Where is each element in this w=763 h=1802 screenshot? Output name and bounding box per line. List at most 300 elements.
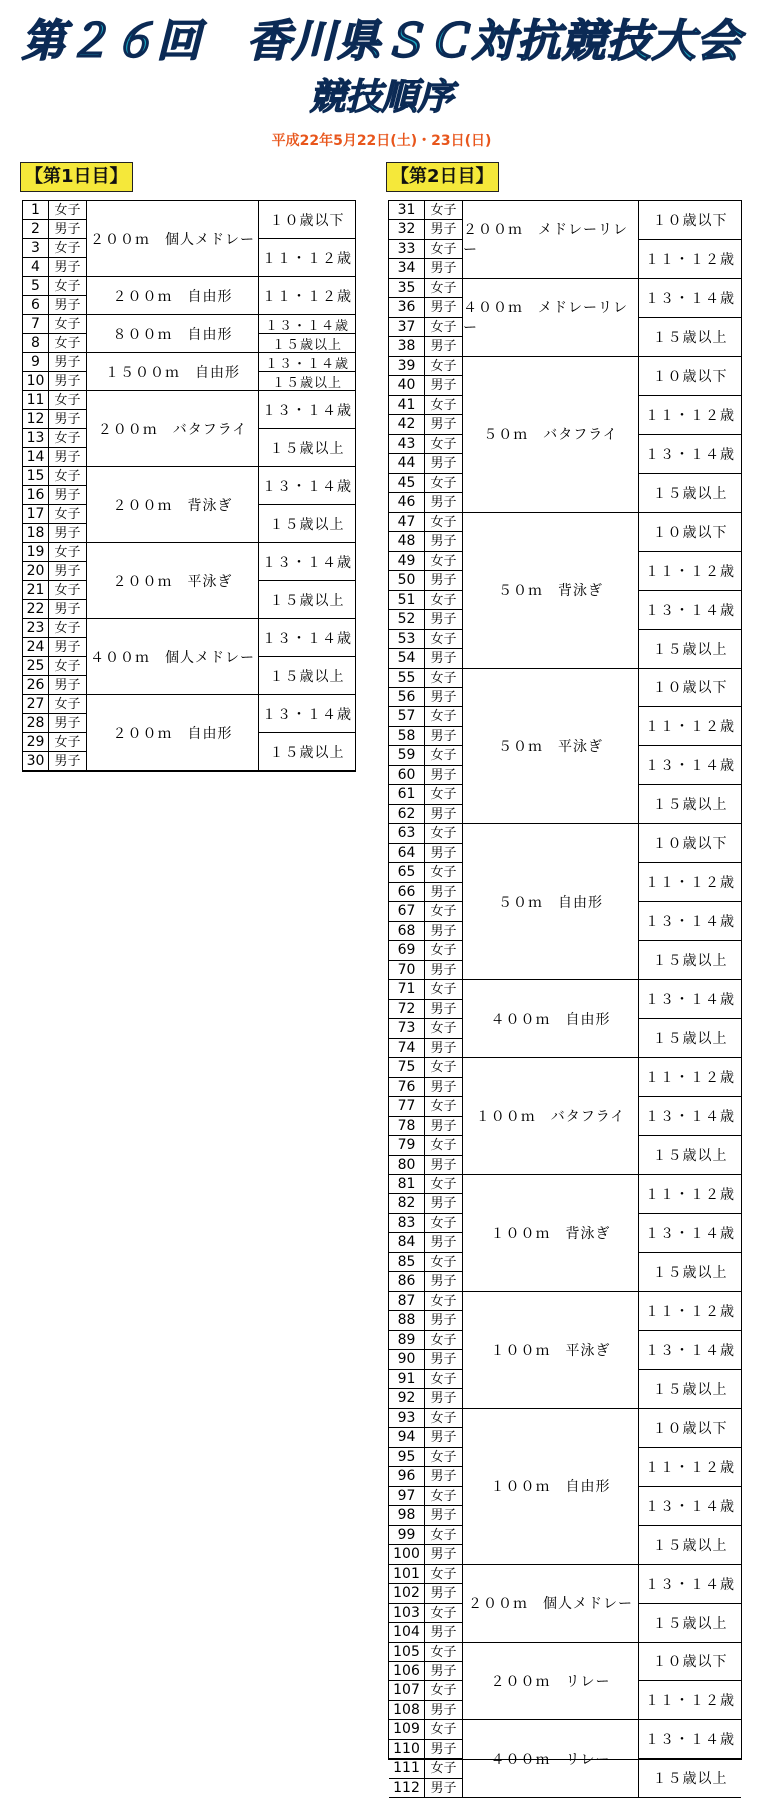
race-number: 34 bbox=[389, 259, 425, 278]
race-number: 50 bbox=[389, 571, 425, 590]
race-number: 109 bbox=[389, 1720, 425, 1739]
race-number: 3 bbox=[23, 239, 49, 258]
race-number: 104 bbox=[389, 1623, 425, 1642]
gender-cell: 女子 bbox=[425, 1370, 463, 1389]
race-number: 7 bbox=[23, 315, 49, 334]
race-number: 27 bbox=[23, 695, 49, 714]
event-name: ４００ｍ リレー bbox=[463, 1720, 639, 1798]
gender-cell: 女子 bbox=[49, 239, 87, 258]
gender-cell: 男子 bbox=[425, 1039, 463, 1058]
gender-cell: 女子 bbox=[425, 1097, 463, 1116]
gender-cell: 女子 bbox=[425, 396, 463, 415]
gender-cell: 女子 bbox=[49, 505, 87, 524]
gender-cell: 女子 bbox=[425, 357, 463, 376]
race-number: 101 bbox=[389, 1565, 425, 1584]
gender-cell: 女子 bbox=[425, 1136, 463, 1155]
race-number: 18 bbox=[23, 524, 49, 543]
gender-cell: 女子 bbox=[425, 1019, 463, 1038]
race-number: 76 bbox=[389, 1078, 425, 1097]
age-group-cell: １０歳以下 bbox=[639, 824, 741, 863]
race-number: 19 bbox=[23, 543, 49, 562]
gender-cell: 男子 bbox=[425, 688, 463, 707]
age-group-cell: １３・１４歳 bbox=[259, 619, 355, 657]
event-name: ２００ｍ リレー bbox=[463, 1643, 639, 1721]
event-name: ５０ｍ バタフライ bbox=[463, 357, 639, 513]
race-number: 58 bbox=[389, 727, 425, 746]
race-number: 95 bbox=[389, 1448, 425, 1467]
gender-cell: 男子 bbox=[49, 258, 87, 277]
event-name: ２００ｍ 背泳ぎ bbox=[87, 467, 259, 543]
page-subtitle: 競技順序 bbox=[309, 77, 454, 118]
gender-cell: 女子 bbox=[49, 581, 87, 600]
race-number: 98 bbox=[389, 1506, 425, 1525]
race-number: 40 bbox=[389, 376, 425, 395]
race-number: 22 bbox=[23, 600, 49, 619]
age-group-cell: １５歳以上 bbox=[259, 334, 355, 353]
event-name: ５０ｍ 自由形 bbox=[463, 824, 639, 980]
age-group-cell: １３・１４歳 bbox=[639, 591, 741, 630]
event-name: ５０ｍ 背泳ぎ bbox=[463, 513, 639, 669]
gender-cell: 女子 bbox=[425, 746, 463, 765]
race-number: 6 bbox=[23, 296, 49, 315]
gender-cell: 男子 bbox=[425, 1000, 463, 1019]
age-group-cell: １３・１４歳 bbox=[639, 279, 741, 318]
race-number: 24 bbox=[23, 638, 49, 657]
gender-cell: 男子 bbox=[425, 649, 463, 668]
event-name: ２００ｍ 個人メドレー bbox=[87, 201, 259, 277]
age-group-cell: １０歳以下 bbox=[639, 357, 741, 396]
race-number: 94 bbox=[389, 1428, 425, 1447]
race-number: 81 bbox=[389, 1175, 425, 1194]
gender-cell: 女子 bbox=[425, 1331, 463, 1350]
race-number: 70 bbox=[389, 961, 425, 980]
race-number: 82 bbox=[389, 1194, 425, 1213]
gender-cell: 男子 bbox=[425, 415, 463, 434]
race-number: 65 bbox=[389, 863, 425, 882]
event-name: ８００ｍ 自由形 bbox=[87, 315, 259, 353]
gender-cell: 女子 bbox=[49, 619, 87, 638]
age-group-cell: １３・１４歳 bbox=[639, 1214, 741, 1253]
race-number: 8 bbox=[23, 334, 49, 353]
race-number: 14 bbox=[23, 448, 49, 467]
age-group-cell: １５歳以上 bbox=[639, 474, 741, 513]
age-group-cell: １５歳以上 bbox=[639, 1526, 741, 1565]
event-name: １００ｍ 自由形 bbox=[463, 1409, 639, 1565]
gender-cell: 女子 bbox=[425, 1448, 463, 1467]
age-group-cell: １５歳以上 bbox=[639, 318, 741, 357]
age-group-cell: １３・１４歳 bbox=[639, 980, 741, 1019]
race-number: 43 bbox=[389, 435, 425, 454]
gender-cell: 男子 bbox=[425, 1545, 463, 1564]
gender-cell: 男子 bbox=[425, 1311, 463, 1330]
gender-cell: 女子 bbox=[425, 630, 463, 649]
gender-cell: 男子 bbox=[425, 571, 463, 590]
race-number: 83 bbox=[389, 1214, 425, 1233]
age-group-cell: １１・１２歳 bbox=[639, 1175, 741, 1214]
race-number: 33 bbox=[389, 240, 425, 259]
race-number: 25 bbox=[23, 657, 49, 676]
gender-cell: 男子 bbox=[425, 1389, 463, 1408]
race-number: 60 bbox=[389, 766, 425, 785]
age-group-cell: １０歳以下 bbox=[639, 513, 741, 552]
gender-cell: 男子 bbox=[425, 1428, 463, 1447]
gender-cell: 男子 bbox=[49, 220, 87, 239]
gender-cell: 男子 bbox=[425, 1623, 463, 1642]
day1-label: 【第1日目】 bbox=[20, 162, 133, 192]
gender-cell: 女子 bbox=[425, 1720, 463, 1739]
race-number: 10 bbox=[23, 372, 49, 391]
gender-cell: 女子 bbox=[425, 1175, 463, 1194]
gender-cell: 男子 bbox=[425, 454, 463, 473]
race-number: 97 bbox=[389, 1487, 425, 1506]
race-number: 66 bbox=[389, 883, 425, 902]
age-group-cell: １１・１２歳 bbox=[639, 1292, 741, 1331]
gender-cell: 男子 bbox=[49, 638, 87, 657]
race-number: 75 bbox=[389, 1058, 425, 1077]
age-group-cell: １５歳以上 bbox=[639, 1253, 741, 1292]
race-number: 106 bbox=[389, 1662, 425, 1681]
gender-cell: 女子 bbox=[49, 315, 87, 334]
gender-cell: 女子 bbox=[425, 669, 463, 688]
gender-cell: 男子 bbox=[425, 220, 463, 239]
race-number: 51 bbox=[389, 591, 425, 610]
age-group-cell: １５歳以上 bbox=[259, 581, 355, 619]
gender-cell: 男子 bbox=[49, 372, 87, 391]
gender-cell: 女子 bbox=[425, 1526, 463, 1545]
race-number: 93 bbox=[389, 1409, 425, 1428]
gender-cell: 女子 bbox=[425, 863, 463, 882]
gender-cell: 女子 bbox=[49, 334, 87, 353]
gender-cell: 女子 bbox=[425, 1643, 463, 1662]
race-number: 62 bbox=[389, 805, 425, 824]
event-name: ２００ｍ 自由形 bbox=[87, 695, 259, 771]
age-group-cell: １５歳以上 bbox=[639, 1019, 741, 1058]
age-group-cell: １５歳以上 bbox=[639, 941, 741, 980]
gender-cell: 女子 bbox=[425, 1214, 463, 1233]
race-number: 49 bbox=[389, 552, 425, 571]
gender-cell: 男子 bbox=[425, 1506, 463, 1525]
race-number: 17 bbox=[23, 505, 49, 524]
race-number: 9 bbox=[23, 353, 49, 372]
age-group-cell: １１・１２歳 bbox=[259, 239, 355, 277]
gender-cell: 女子 bbox=[425, 980, 463, 999]
age-group-cell: １０歳以下 bbox=[639, 201, 741, 240]
race-number: 111 bbox=[389, 1759, 425, 1778]
race-number: 87 bbox=[389, 1292, 425, 1311]
age-group-cell: １５歳以上 bbox=[639, 1136, 741, 1175]
gender-cell: 女子 bbox=[425, 1487, 463, 1506]
gender-cell: 女子 bbox=[49, 391, 87, 410]
gender-cell: 女子 bbox=[425, 785, 463, 804]
race-number: 45 bbox=[389, 474, 425, 493]
gender-cell: 女子 bbox=[49, 277, 87, 296]
race-number: 78 bbox=[389, 1117, 425, 1136]
age-group-cell: １１・１２歳 bbox=[259, 277, 355, 315]
gender-cell: 男子 bbox=[425, 337, 463, 356]
race-number: 28 bbox=[23, 714, 49, 733]
race-number: 11 bbox=[23, 391, 49, 410]
gender-cell: 男子 bbox=[425, 376, 463, 395]
race-number: 105 bbox=[389, 1643, 425, 1662]
gender-cell: 女子 bbox=[425, 824, 463, 843]
race-number: 16 bbox=[23, 486, 49, 505]
race-number: 54 bbox=[389, 649, 425, 668]
age-group-cell: １５歳以上 bbox=[259, 733, 355, 771]
race-number: 55 bbox=[389, 669, 425, 688]
gender-cell: 男子 bbox=[425, 805, 463, 824]
race-number: 107 bbox=[389, 1681, 425, 1700]
page-title: 第２６回 香川県ＳＣ対抗競技大会 bbox=[21, 16, 742, 67]
gender-cell: 女子 bbox=[49, 467, 87, 486]
event-name: ５０ｍ 平泳ぎ bbox=[463, 669, 639, 825]
race-number: 2 bbox=[23, 220, 49, 239]
race-number: 100 bbox=[389, 1545, 425, 1564]
age-group-cell: １５歳以上 bbox=[259, 372, 355, 391]
race-number: 71 bbox=[389, 980, 425, 999]
race-number: 90 bbox=[389, 1350, 425, 1369]
race-number: 52 bbox=[389, 610, 425, 629]
event-name: ２００ｍ 平泳ぎ bbox=[87, 543, 259, 619]
race-number: 13 bbox=[23, 429, 49, 448]
race-number: 79 bbox=[389, 1136, 425, 1155]
race-number: 99 bbox=[389, 1526, 425, 1545]
event-name: ４００ｍ 自由形 bbox=[463, 980, 639, 1058]
race-number: 37 bbox=[389, 318, 425, 337]
race-number: 42 bbox=[389, 415, 425, 434]
race-number: 36 bbox=[389, 298, 425, 317]
gender-cell: 男子 bbox=[49, 752, 87, 771]
gender-cell: 男子 bbox=[425, 1740, 463, 1759]
age-group-cell: １５歳以上 bbox=[639, 1370, 741, 1409]
gender-cell: 男子 bbox=[425, 1350, 463, 1369]
gender-cell: 男子 bbox=[425, 844, 463, 863]
age-group-cell: １５歳以上 bbox=[639, 1604, 741, 1643]
race-number: 57 bbox=[389, 707, 425, 726]
age-group-cell: １５歳以上 bbox=[639, 630, 741, 669]
age-group-cell: １１・１２歳 bbox=[639, 863, 741, 902]
age-group-cell: １１・１２歳 bbox=[639, 240, 741, 279]
gender-cell: 男子 bbox=[425, 1662, 463, 1681]
race-number: 31 bbox=[389, 201, 425, 220]
age-group-cell: １１・１２歳 bbox=[639, 396, 741, 435]
gender-cell: 女子 bbox=[425, 1565, 463, 1584]
gender-cell: 女子 bbox=[425, 1253, 463, 1272]
race-number: 59 bbox=[389, 746, 425, 765]
age-group-cell: １３・１４歳 bbox=[259, 543, 355, 581]
race-number: 64 bbox=[389, 844, 425, 863]
gender-cell: 男子 bbox=[49, 296, 87, 315]
day2-schedule-table bbox=[388, 200, 742, 1796]
age-group-cell: １０歳以下 bbox=[639, 1409, 741, 1448]
gender-cell: 女子 bbox=[425, 941, 463, 960]
race-number: 102 bbox=[389, 1584, 425, 1603]
age-group-cell: １３・１４歳 bbox=[259, 467, 355, 505]
race-number: 84 bbox=[389, 1233, 425, 1252]
event-name: ４００ｍ メドレーリレー bbox=[463, 279, 639, 357]
race-number: 67 bbox=[389, 902, 425, 921]
race-number: 108 bbox=[389, 1701, 425, 1720]
gender-cell: 男子 bbox=[49, 676, 87, 695]
race-number: 103 bbox=[389, 1604, 425, 1623]
gender-cell: 女子 bbox=[425, 1409, 463, 1428]
age-group-cell: １３・１４歳 bbox=[639, 902, 741, 941]
age-group-cell: １１・１２歳 bbox=[639, 1058, 741, 1097]
race-number: 41 bbox=[389, 396, 425, 415]
race-number: 30 bbox=[23, 752, 49, 771]
gender-cell: 女子 bbox=[425, 435, 463, 454]
race-number: 32 bbox=[389, 220, 425, 239]
race-number: 80 bbox=[389, 1156, 425, 1175]
event-name: １００ｍ 平泳ぎ bbox=[463, 1292, 639, 1409]
race-number: 48 bbox=[389, 532, 425, 551]
gender-cell: 女子 bbox=[425, 1604, 463, 1623]
age-group-cell: １５歳以上 bbox=[259, 505, 355, 543]
gender-cell: 男子 bbox=[49, 714, 87, 733]
gender-cell: 男子 bbox=[425, 1078, 463, 1097]
gender-cell: 男子 bbox=[425, 883, 463, 902]
event-name: ２００ｍ バタフライ bbox=[87, 391, 259, 467]
gender-cell: 女子 bbox=[425, 201, 463, 220]
event-name: １５００ｍ 自由形 bbox=[87, 353, 259, 391]
race-number: 68 bbox=[389, 922, 425, 941]
gender-cell: 女子 bbox=[425, 513, 463, 532]
race-number: 88 bbox=[389, 1311, 425, 1330]
age-group-cell: １１・１２歳 bbox=[639, 1448, 741, 1487]
race-number: 1 bbox=[23, 201, 49, 220]
age-group-cell: １３・１４歳 bbox=[639, 1331, 741, 1370]
race-number: 56 bbox=[389, 688, 425, 707]
event-name: ２００ｍ 個人メドレー bbox=[463, 1565, 639, 1643]
race-number: 91 bbox=[389, 1370, 425, 1389]
gender-cell: 女子 bbox=[49, 429, 87, 448]
age-group-cell: １０歳以下 bbox=[259, 201, 355, 239]
race-number: 96 bbox=[389, 1467, 425, 1486]
age-group-cell: １０歳以下 bbox=[639, 1643, 741, 1682]
gender-cell: 女子 bbox=[425, 552, 463, 571]
gender-cell: 男子 bbox=[49, 448, 87, 467]
race-number: 23 bbox=[23, 619, 49, 638]
race-number: 12 bbox=[23, 410, 49, 429]
gender-cell: 女子 bbox=[49, 733, 87, 752]
gender-cell: 女子 bbox=[425, 474, 463, 493]
gender-cell: 男子 bbox=[425, 1272, 463, 1291]
race-number: 35 bbox=[389, 279, 425, 298]
age-group-cell: １３・１４歳 bbox=[259, 315, 355, 334]
age-group-cell: １３・１４歳 bbox=[259, 695, 355, 733]
gender-cell: 男子 bbox=[425, 259, 463, 278]
gender-cell: 女子 bbox=[49, 657, 87, 676]
gender-cell: 女子 bbox=[425, 707, 463, 726]
day1-schedule-table bbox=[22, 200, 356, 772]
race-number: 21 bbox=[23, 581, 49, 600]
age-group-cell: １３・１４歳 bbox=[639, 1720, 741, 1759]
age-group-cell: １５歳以上 bbox=[259, 429, 355, 467]
age-group-cell: １５歳以上 bbox=[639, 1759, 741, 1798]
gender-cell: 男子 bbox=[425, 1117, 463, 1136]
age-group-cell: １０歳以下 bbox=[639, 669, 741, 708]
race-number: 110 bbox=[389, 1740, 425, 1759]
gender-cell: 男子 bbox=[425, 727, 463, 746]
race-number: 44 bbox=[389, 454, 425, 473]
age-group-cell: １１・１２歳 bbox=[639, 552, 741, 591]
gender-cell: 女子 bbox=[49, 543, 87, 562]
event-name: １００ｍ 背泳ぎ bbox=[463, 1175, 639, 1292]
gender-cell: 男子 bbox=[49, 524, 87, 543]
gender-cell: 男子 bbox=[49, 353, 87, 372]
race-number: 112 bbox=[389, 1779, 425, 1798]
gender-cell: 男子 bbox=[425, 1156, 463, 1175]
age-group-cell: １１・１２歳 bbox=[639, 707, 741, 746]
age-group-cell: １１・１２歳 bbox=[639, 1681, 741, 1720]
race-number: 47 bbox=[389, 513, 425, 532]
race-number: 92 bbox=[389, 1389, 425, 1408]
gender-cell: 女子 bbox=[49, 201, 87, 220]
gender-cell: 女子 bbox=[425, 1681, 463, 1700]
race-number: 39 bbox=[389, 357, 425, 376]
gender-cell: 男子 bbox=[425, 1584, 463, 1603]
event-date: 平成22年5月22日(土)・23日(日) bbox=[271, 133, 492, 149]
gender-cell: 男子 bbox=[49, 410, 87, 429]
gender-cell: 女子 bbox=[425, 902, 463, 921]
event-name: １００ｍ バタフライ bbox=[463, 1058, 639, 1175]
race-number: 85 bbox=[389, 1253, 425, 1272]
event-name: ４００ｍ 個人メドレー bbox=[87, 619, 259, 695]
gender-cell: 男子 bbox=[425, 1467, 463, 1486]
age-group-cell: １３・１４歳 bbox=[639, 1097, 741, 1136]
gender-cell: 女子 bbox=[425, 1058, 463, 1077]
race-number: 73 bbox=[389, 1019, 425, 1038]
gender-cell: 男子 bbox=[49, 562, 87, 581]
gender-cell: 男子 bbox=[425, 1779, 463, 1798]
gender-cell: 男子 bbox=[425, 493, 463, 512]
age-group-cell: １３・１４歳 bbox=[639, 1487, 741, 1526]
race-number: 86 bbox=[389, 1272, 425, 1291]
race-number: 53 bbox=[389, 630, 425, 649]
gender-cell: 女子 bbox=[425, 1292, 463, 1311]
gender-cell: 女子 bbox=[425, 318, 463, 337]
race-number: 20 bbox=[23, 562, 49, 581]
event-name: ２００ｍ 自由形 bbox=[87, 277, 259, 315]
gender-cell: 男子 bbox=[425, 532, 463, 551]
race-number: 89 bbox=[389, 1331, 425, 1350]
age-group-cell: １３・１４歳 bbox=[259, 353, 355, 372]
race-number: 74 bbox=[389, 1039, 425, 1058]
race-number: 69 bbox=[389, 941, 425, 960]
age-group-cell: １３・１４歳 bbox=[639, 746, 741, 785]
gender-cell: 男子 bbox=[425, 1701, 463, 1720]
gender-cell: 女子 bbox=[425, 279, 463, 298]
race-number: 46 bbox=[389, 493, 425, 512]
race-number: 26 bbox=[23, 676, 49, 695]
race-number: 5 bbox=[23, 277, 49, 296]
gender-cell: 男子 bbox=[49, 600, 87, 619]
race-number: 4 bbox=[23, 258, 49, 277]
gender-cell: 男子 bbox=[425, 766, 463, 785]
age-group-cell: １５歳以上 bbox=[639, 785, 741, 824]
race-number: 38 bbox=[389, 337, 425, 356]
gender-cell: 女子 bbox=[425, 591, 463, 610]
gender-cell: 男子 bbox=[425, 610, 463, 629]
age-group-cell: １３・１４歳 bbox=[639, 1565, 741, 1604]
gender-cell: 男子 bbox=[425, 1233, 463, 1252]
day2-label: 【第2日目】 bbox=[386, 162, 499, 192]
age-group-cell: １５歳以上 bbox=[259, 657, 355, 695]
gender-cell: 男子 bbox=[49, 486, 87, 505]
race-number: 63 bbox=[389, 824, 425, 843]
race-number: 61 bbox=[389, 785, 425, 804]
gender-cell: 男子 bbox=[425, 922, 463, 941]
gender-cell: 男子 bbox=[425, 1194, 463, 1213]
